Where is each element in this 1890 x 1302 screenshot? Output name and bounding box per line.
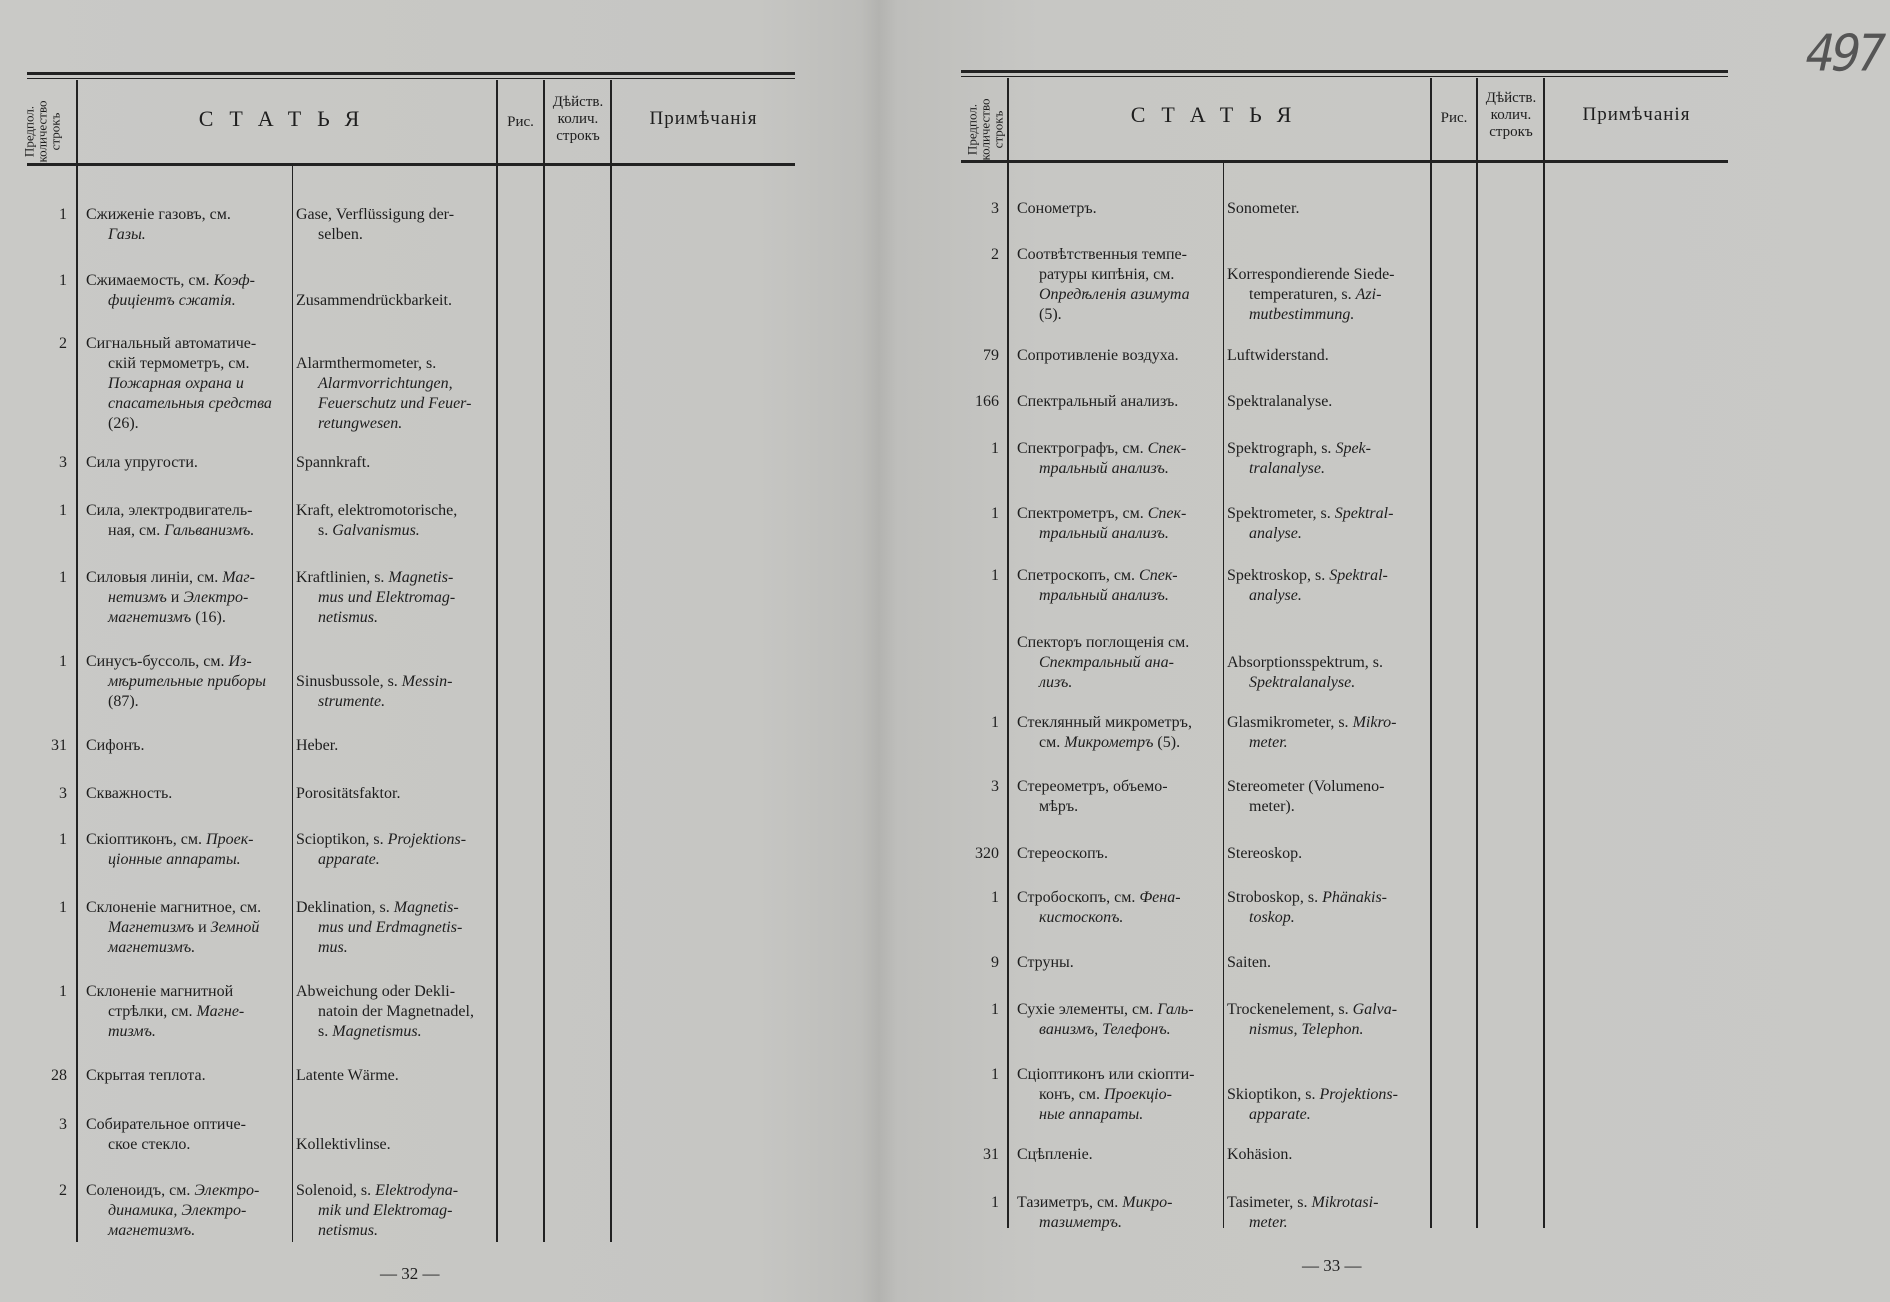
row-count: 1: [59, 272, 67, 289]
article-german: [1227, 504, 1447, 544]
term-text: Scioptikon, s.: [296, 831, 388, 848]
row-count: 1: [991, 1194, 999, 1211]
row-count: 1: [59, 206, 67, 223]
term-text: Spektrograph, s.: [1227, 440, 1336, 457]
term-text: Спектрометръ, см.: [1017, 505, 1148, 522]
article-russian: [1017, 504, 1243, 544]
term-text: Силовыя линіи, см.: [86, 569, 223, 586]
article-russian: [1017, 777, 1243, 817]
term-text: Gase, Verflüssigung der- selben.: [296, 206, 455, 243]
term-text: Korrespondierende Siede- temperaturen, s.: [1227, 266, 1395, 303]
cross-reference-italic: Alarmvorrichtungen, Feuerschutz und Feuer- retungwesen.: [318, 375, 472, 432]
term-text: Trockenelement, s.: [1227, 1001, 1353, 1018]
cross-reference-italic: Пожарная охрана и спасательныя средства: [108, 375, 272, 412]
term-text: Стереоскопъ.: [1017, 845, 1108, 862]
cross-reference-italic: Spek- tralanalyse.: [1249, 440, 1371, 477]
article-german: [1227, 392, 1447, 412]
cross-reference-italic: Galva- nismus, Telephon.: [1249, 1001, 1398, 1038]
row-count: 1: [991, 714, 999, 731]
term-text: Spektralanalyse.: [1227, 393, 1333, 410]
term-text: Latente Wärme.: [296, 1067, 399, 1084]
column-divider: [1476, 78, 1478, 1228]
term-text: Stroboskop, s.: [1227, 889, 1323, 906]
row-count: 1: [59, 502, 67, 519]
term-text: Сухіе элементы, см.: [1017, 1001, 1158, 1018]
row-count: 1: [991, 505, 999, 522]
article-german: [1227, 653, 1447, 693]
term-text: Сифонъ.: [86, 737, 145, 754]
term-text: Сила, электродвигатель- ная, см.: [86, 502, 253, 539]
cross-reference-italic: Projektions- apparate.: [318, 831, 467, 868]
term-text: Собирательное оптиче- ское стекло.: [86, 1116, 246, 1153]
term-text: Stereometer (Volumeno- meter).: [1227, 778, 1385, 815]
cross-reference-italic: Микрометръ: [1064, 734, 1154, 751]
header-fig-column: Рис.: [507, 114, 534, 130]
column-divider: [1543, 78, 1545, 1228]
article-german: [1227, 777, 1447, 817]
term-text: Sonometer.: [1227, 200, 1300, 217]
term-text: Сонометръ.: [1017, 200, 1097, 217]
page-number: — 32 —: [380, 1264, 440, 1283]
cross-reference-italic: Elektrodyna- mik und Elektromag- netismus.: [318, 1182, 459, 1239]
cross-reference-italic: Spektral- analyse.: [1249, 505, 1394, 542]
cross-reference-italic: Магнетизмъ: [108, 919, 195, 936]
row-count: 1: [991, 1066, 999, 1083]
article-russian: [1017, 439, 1243, 479]
header-fig-column: Рис.: [1440, 110, 1468, 126]
term-text: Heber.: [296, 737, 339, 754]
cross-reference-italic: Галь- ванизмъ, Телефонъ.: [1039, 1001, 1194, 1038]
term-text: Спекторъ поглощенія см.: [1017, 634, 1190, 651]
term-text: Glasmikrometer, s.: [1227, 714, 1353, 731]
term-text: (26).: [108, 415, 139, 432]
cross-reference-italic: Projektions- apparate.: [1249, 1086, 1398, 1123]
article-russian: [1017, 392, 1243, 412]
article-german: [1227, 346, 1447, 366]
term-text: Спектрографъ, см.: [1017, 440, 1148, 457]
article-russian: [1017, 844, 1243, 864]
row-count: 3: [59, 1116, 67, 1133]
article-russian: [1017, 1193, 1243, 1233]
row-count: 1: [59, 569, 67, 586]
cross-reference-italic: Проекціо- ные аппараты.: [1039, 1086, 1172, 1123]
row-count: 3: [991, 200, 999, 217]
article-german: [1227, 844, 1447, 864]
cross-reference-italic: Фена- кистоскопъ.: [1039, 889, 1181, 926]
term-text: Спетроскопъ, см.: [1017, 567, 1140, 584]
term-text: Absorptionsspektrum, s.: [1227, 654, 1383, 671]
row-count: 1: [991, 889, 999, 906]
term-text: Склоненіе магнитной стрѣлки, см.: [86, 983, 234, 1020]
row-count: 79: [983, 347, 999, 364]
term-text: (16).: [191, 609, 226, 626]
cross-reference-italic: Электро- магнетизмъ: [108, 589, 249, 626]
cross-reference-italic: Земной магнетизмъ.: [108, 919, 260, 956]
cross-reference-italic: Газы.: [108, 226, 146, 243]
article-german: [1227, 439, 1447, 479]
term-text: Скіоптиконъ, см.: [86, 831, 207, 848]
term-text: Синусъ-буссоль, см.: [86, 653, 229, 670]
term-text: Стробоскопъ, см.: [1017, 889, 1140, 906]
top-rule-thin: [961, 76, 1728, 77]
term-text: Porositätsfaktor.: [296, 785, 401, 802]
term-text: Spektrometer, s.: [1227, 505, 1335, 522]
term-text: Сила упругости.: [86, 454, 198, 471]
header-actual-count-column: Дѣйств. колич. строкъ: [1485, 90, 1537, 140]
cross-reference-italic: Из- мѣрительные приборы: [108, 653, 266, 690]
term-text: Соотвѣтственныя темпе- ратуры кипѣнія, см.: [1017, 246, 1187, 283]
header-bottom-rule: [961, 160, 1728, 163]
cross-reference-italic: Микро- тазиметръ.: [1039, 1194, 1173, 1231]
cross-reference-italic: Azi- mutbestimmung.: [1249, 286, 1382, 323]
term-text: Spektroskop, s.: [1227, 567, 1330, 584]
row-count: 2: [59, 1182, 67, 1199]
article-russian: [1017, 199, 1243, 219]
term-text: Luftwiderstand.: [1227, 347, 1329, 364]
term-text: Скважность.: [86, 785, 173, 802]
header-article-column: СТАТЬЯ: [1130, 102, 1308, 127]
row-count: 1: [991, 1001, 999, 1018]
cross-reference-italic: Гальванизмъ.: [164, 522, 255, 539]
article-german: [1227, 566, 1447, 606]
term-text: Склоненіе магнитное, см.: [86, 899, 262, 916]
cross-reference-italic: Опредѣленія азимута: [1039, 286, 1190, 303]
cross-reference-italic: Маг- нетизмъ: [108, 569, 255, 606]
article-german: [1227, 953, 1447, 973]
row-count: 28: [51, 1067, 67, 1084]
term-text: и: [194, 919, 211, 936]
row-count: 2: [991, 246, 999, 263]
term-text: Kraftlinien, s.: [296, 569, 389, 586]
term-text: Stereoskop.: [1227, 845, 1303, 862]
term-text: Alarmthermometer, s.: [296, 355, 437, 372]
term-text: Сцѣпленіе.: [1017, 1146, 1093, 1163]
article-russian: [1017, 713, 1243, 753]
header-notes-column: Примѣчанія: [1582, 104, 1691, 125]
row-count: 31: [51, 737, 67, 754]
article-german: [1227, 1145, 1447, 1165]
cross-reference-italic: Проек- ціонные аппараты.: [108, 831, 254, 868]
term-text: Solenoid, s.: [296, 1182, 376, 1199]
term-text: Skioptikon, s.: [1227, 1086, 1320, 1103]
cross-reference-italic: Spektral- analyse.: [1249, 567, 1388, 604]
cross-reference-italic: Messin- strumente.: [318, 673, 453, 710]
cross-reference-italic: Mikro- meter.: [1249, 714, 1397, 751]
term-text: Сигнальный автоматиче- скій термометръ, см.: [86, 335, 257, 372]
cross-reference-italic: Спек- тральный анализъ.: [1039, 505, 1187, 542]
cross-reference-italic: Спек- тральный анализъ.: [1039, 567, 1178, 604]
top-double-rule: [961, 70, 1728, 73]
term-text: (5).: [1039, 306, 1062, 323]
term-text: Стеклянный микрометръ, см.: [1017, 714, 1192, 751]
page-number: — 33 —: [1302, 1256, 1362, 1275]
row-count: 166: [975, 393, 999, 410]
article-russian: [1017, 1065, 1243, 1125]
header-count-column: Предпол. количество строкъ: [21, 100, 63, 163]
term-text: Сопротивленіе воздуха.: [1017, 347, 1179, 364]
handwritten-folio-number: 497: [1799, 23, 1889, 83]
cross-reference-italic: Spektralanalyse.: [1249, 674, 1356, 691]
cross-reference-italic: Электро- динамика, Электро- магнетизмъ.: [108, 1182, 260, 1239]
row-count: 1: [59, 899, 67, 916]
term-text: Струны.: [1017, 954, 1074, 971]
term-text: (5).: [1153, 734, 1181, 751]
cross-reference-italic: Galvanismus.: [332, 522, 420, 539]
term-text: Сжимаемость, см.: [86, 272, 214, 289]
article-russian: [1017, 566, 1243, 606]
cross-reference-italic: Магне- тизмъ.: [108, 1003, 245, 1040]
article-russian: [1017, 1145, 1243, 1165]
row-count: 3: [59, 785, 67, 802]
row-count: 1: [59, 831, 67, 848]
term-text: Zusammendrückbarkeit.: [296, 292, 452, 309]
term-text: Тазиметръ, см.: [1017, 1194, 1123, 1211]
term-text: Deklination, s.: [296, 899, 394, 916]
article-russian: [1017, 953, 1243, 973]
row-count: 3: [59, 454, 67, 471]
header-actual-count-column: Дѣйств. колич. строкъ: [552, 94, 604, 144]
row-count: 3: [991, 778, 999, 795]
row-count: 1: [59, 653, 67, 670]
cross-reference-italic: Magnetis- mus und Erdmagnetis- mus.: [318, 899, 463, 956]
term-text: (87).: [108, 693, 139, 710]
row-count: 9: [991, 954, 999, 971]
article-german: [1227, 265, 1447, 325]
article-german: [1227, 199, 1447, 219]
article-german: [1227, 1085, 1447, 1125]
row-count: 1: [991, 567, 999, 584]
cross-reference-italic: Коэф- фиціентъ сжатія.: [108, 272, 255, 309]
header-article-column: СТАТЬЯ: [198, 106, 376, 131]
term-text: Kohäsion.: [1227, 1146, 1293, 1163]
cross-reference-italic: Magnetismus.: [332, 1023, 422, 1040]
article-russian: [1017, 1000, 1243, 1040]
row-count: 31: [983, 1146, 999, 1163]
header-notes-column: Примѣчанія: [649, 108, 758, 129]
row-count: 320: [975, 845, 999, 862]
article-german: [1227, 713, 1447, 753]
term-text: Kollektivlinse.: [296, 1136, 391, 1153]
row-count: 2: [59, 335, 67, 352]
cross-reference-italic: Phänakis- toskop.: [1249, 889, 1387, 926]
article-russian: [1017, 633, 1243, 693]
term-text: Saiten.: [1227, 954, 1271, 971]
term-text: и: [166, 589, 184, 606]
term-text: Tasimeter, s.: [1227, 1194, 1312, 1211]
article-german: [1227, 1000, 1447, 1040]
article-russian: [1017, 245, 1243, 325]
term-text: Скрытая теплота.: [86, 1067, 206, 1084]
term-text: Спектральный анализъ.: [1017, 393, 1179, 410]
term-text: Sinusbussole, s.: [296, 673, 402, 690]
cross-reference-italic: Magnetis- mus und Elektromag- netismus.: [318, 569, 456, 626]
term-text: Сжиженіе газовъ, см.: [86, 206, 231, 223]
article-german: [1227, 888, 1447, 928]
article-russian: [1017, 346, 1243, 366]
article-german: [1227, 1193, 1447, 1233]
term-text: Сціоптиконъ или скіопти- конъ, см.: [1017, 1066, 1195, 1103]
term-text: Соленоидъ, см.: [86, 1182, 195, 1199]
term-text: Стереометръ, объемо- мѣръ.: [1017, 778, 1168, 815]
term-text: Abweichung oder Dekli- natoin der Magnetnadel, s.: [296, 983, 474, 1040]
term-text: Spannkraft.: [296, 454, 371, 471]
cross-reference-italic: Спек- тральный анализъ.: [1039, 440, 1187, 477]
term-text: Kraft, elektromotorische, s.: [296, 502, 458, 539]
column-divider: [1007, 78, 1009, 1228]
header-count-column: Предпол. количество строкъ: [964, 98, 1006, 161]
row-count: 1: [991, 440, 999, 457]
article-russian: [1017, 888, 1243, 928]
cross-reference-italic: Mikrotasi- meter.: [1249, 1194, 1379, 1231]
cross-reference-italic: Спектральный ана- лизъ.: [1039, 654, 1174, 691]
row-count: 1: [59, 983, 67, 1000]
